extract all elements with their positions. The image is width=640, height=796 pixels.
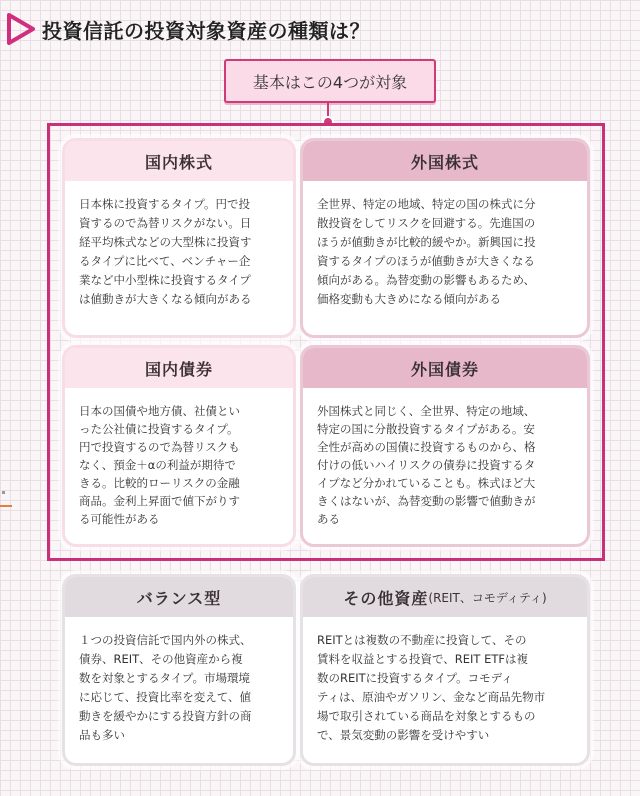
card-line: 付けの低いハイリスクの債券に投資するタ — [317, 458, 536, 472]
card-title: 外国債券 — [303, 348, 587, 388]
card-line: る可能性がある — [79, 512, 160, 526]
card-body — [65, 617, 293, 755]
card-line: REITとは複数の不動産に投資して、その — [317, 633, 527, 647]
card-line: 品も多い — [79, 728, 125, 742]
edge-mark-dot — [2, 491, 5, 494]
card-domestic-bonds — [62, 345, 296, 547]
card-line: は値動きが大きくなる傾向がある — [79, 292, 252, 306]
card-line: 全世界、特定の地域、特定の国の株式に分 — [317, 197, 536, 211]
card-line: 日本の国債や地方債、社債とい — [79, 404, 240, 418]
card-line: った公社債に投資するタイプ。 — [79, 422, 239, 436]
card-line: 傾向がある。為替変動の影響もあるため、 — [317, 273, 536, 287]
play-arrow-icon — [6, 12, 36, 46]
card-title: バランス型 — [65, 577, 293, 617]
card-title: 国内債券 — [65, 348, 293, 388]
card-line: ある — [317, 512, 340, 526]
card-line: 全性が高めの国債に投資するものから、格 — [317, 440, 536, 454]
card-line: 賃料を収益とする投資で、REIT ETFは複 — [317, 652, 529, 666]
card-body — [303, 388, 587, 538]
card-line: きくはないが、為替変動の影響で値動きが — [317, 494, 536, 508]
card-body — [303, 617, 587, 755]
card-line: 価格変動も大きめになる傾向がある — [317, 292, 501, 306]
card-line: ほうが値動きが比較的緩やか。新興国に投 — [317, 235, 536, 249]
card-line: るタイプに比べて、ベンチャー企 — [79, 254, 251, 268]
card-line: 資するので為替リスクがない。日 — [79, 216, 252, 230]
card-line: 商品。金利上昇面で値下がりす — [79, 494, 240, 508]
card-line: イプなど分かれていることも。株式ほど大 — [317, 476, 536, 490]
page-header — [6, 12, 370, 46]
card-line: 資するタイプのほうが値動きが大きくなる — [317, 254, 535, 268]
card-title-main: その他資産 — [343, 588, 429, 608]
card-body — [303, 181, 587, 319]
edge-mark-line — [0, 505, 12, 507]
card-line: ティは、原油やガソリン、金など商品先物市 — [317, 690, 546, 704]
card-title: 国内株式 — [65, 141, 293, 181]
card-line: 場で取引されている商品を対象とするもの — [317, 709, 536, 723]
card-line: で、景気変動の影響を受けやすい — [317, 728, 490, 742]
card-line: 数を対象とするタイプ。市場環境 — [79, 671, 251, 685]
card-title — [303, 577, 587, 617]
card-title: 外国株式 — [303, 141, 587, 181]
card-body — [65, 388, 293, 538]
card-line: 特定の国に分散投資するタイプがある。安 — [317, 422, 535, 436]
card-foreign-bonds — [300, 345, 590, 547]
page-title: 投資信託の投資対象資産の種類は？ — [42, 18, 370, 43]
card-line: 円で投資するので為替リスクも — [79, 440, 240, 454]
basic-four-badge: 基本はこの4つが対象 — [224, 59, 436, 103]
card-line: 債券、REIT、その他資産から複 — [79, 652, 243, 666]
card-foreign-stocks — [300, 138, 590, 338]
card-line: なく、預金＋αの利益が期待で — [79, 458, 236, 472]
card-line: 外国株式と同じく、全世界、特定の地域、 — [317, 404, 536, 418]
card-other-assets — [300, 574, 590, 766]
card-line: きる。比較的ローリスクの金融 — [79, 476, 240, 490]
card-balanced — [62, 574, 296, 766]
card-line: 散投資をしてリスクを回避する。先進国の — [317, 216, 536, 230]
card-body — [65, 181, 293, 319]
card-line: 数のREITに投資するタイプ。コモディ — [317, 671, 513, 685]
card-domestic-stocks — [62, 138, 296, 338]
card-line: １つの投資信託で国内外の株式、 — [79, 633, 252, 647]
card-line: 業など中小型株に投資するタイプ — [79, 273, 251, 287]
card-title-note: (REIT、コモディティ) — [428, 590, 547, 605]
card-line: 日本株に投資するタイプ。円で投 — [79, 197, 251, 211]
card-line: 動きを緩やかにする投資方針の商 — [79, 709, 252, 723]
card-line: 経平均株式などの大型株に投資す — [79, 235, 252, 249]
card-line: に応じて、投資比率を変えて、値 — [79, 690, 252, 704]
